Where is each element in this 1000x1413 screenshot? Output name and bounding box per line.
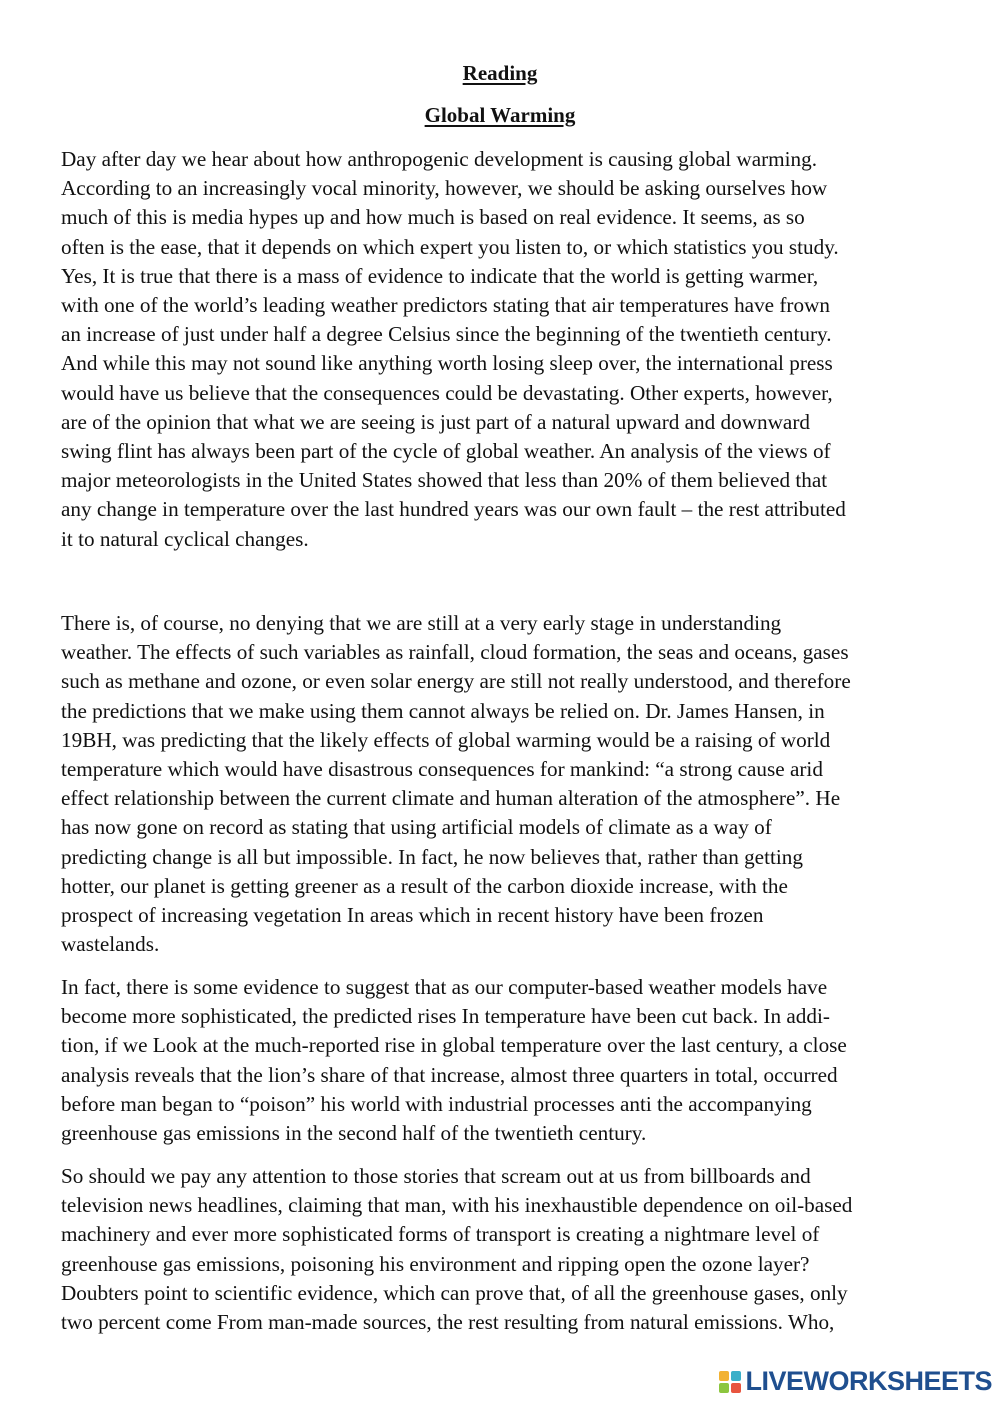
text-line: swing flint has always been part of the cycle of global weather. An analysis of the views of <box>61 439 831 464</box>
text-line: In fact, there is some evidence to suggest that as our computer-based weather models have <box>61 975 828 999</box>
text-line: hotter, our planet is getting greener as a result of the carbon dioxide increase, with the <box>61 873 788 898</box>
logo-tile <box>719 1383 729 1393</box>
text-line: it to natural cyclical changes. <box>61 526 309 551</box>
text-line: two percent come From man-made sources, the rest resulting from natural emissions. Who, <box>61 1310 835 1335</box>
paragraph-2 <box>61 609 945 959</box>
text-line: temperature which would have disastrous consequences for mankind: “a strong cause arid <box>61 757 823 782</box>
text-line: machinery and ever more sophisticated forms of transport is creating a nightmare level of <box>61 1222 820 1247</box>
text-line: an increase of just under half a degree Celsius since the beginning of the twentieth century. <box>61 322 832 347</box>
text-line: with one of the world’s leading weather predictors stating that air temperatures have frown <box>61 293 830 318</box>
logo-tile <box>719 1371 729 1381</box>
text-line: tion, if we Look at the much-reported rise in global temperature over the last century, a close <box>61 1033 847 1058</box>
text-line: There is, of course, no denying that we are still at a very early stage in understanding <box>61 611 782 635</box>
text-line: major meteorologists in the United States showed that less than 20% of them believed that <box>61 468 828 493</box>
text-line: Day after day we hear about how anthropogenic development is causing global warming. <box>61 147 818 171</box>
text-line: And while this may not sound like anything worth losing sleep over, the international press <box>61 351 833 376</box>
paragraph-4 <box>61 1162 945 1337</box>
text-line: Yes, It is true that there is a mass of evidence to indicate that the world is getting warmer, <box>61 263 819 288</box>
liveworksheets-watermark <box>719 1366 992 1397</box>
text-line: greenhouse gas emissions in the second half of the twentieth century. <box>61 1121 647 1146</box>
text-line: effect relationship between the current climate and human alteration of the atmosphere”. He <box>61 786 841 811</box>
logo-tile <box>731 1383 741 1393</box>
text-line: would have us believe that the consequences could be devastating. Other experts, however, <box>61 380 833 405</box>
text-line: 19BH, was predicting that the likely effects of global warming would be a raising of world <box>61 727 831 752</box>
paragraph-3 <box>61 973 945 1148</box>
text-line: wastelands. <box>61 932 160 957</box>
text-line: analysis reveals that the lion’s share of that increase, almost three quarters in total, occurred <box>61 1062 838 1087</box>
logo-tile <box>731 1371 741 1381</box>
text-line: before man began to “poison” his world with industrial processes anti the accompanying <box>61 1091 812 1116</box>
text-line: Doubters point to scientific evidence, which can prove that, of all the greenhouse gases, only <box>61 1280 848 1305</box>
text-line: predicting change is all but impossible. In fact, he now believes that, rather than getting <box>61 844 803 869</box>
text-line: television news headlines, claiming that man, with his inexhaustible dependence on oil-based <box>61 1193 853 1218</box>
text-line: the predictions that we make using them cannot always be relied on. Dr. James Hansen, in <box>61 698 825 723</box>
text-line: So should we pay any attention to those stories that scream out at us from billboards and <box>61 1164 811 1188</box>
liveworksheets-logo-icon <box>719 1371 741 1393</box>
text-line: much of this is media hypes up and how much is based on real evidence. It seems, as so <box>61 205 805 230</box>
section-heading: Reading <box>462 61 538 85</box>
text-line: are of the opinion that what we are seeing is just part of a natural upward and downward <box>61 409 810 434</box>
text-line: has now gone on record as stating that using artificial models of climate as a way of <box>61 815 772 840</box>
text-line: greenhouse gas emissions, poisoning his environment and ripping open the ozone layer? <box>61 1251 810 1276</box>
text-line: often is the ease, that it depends on which expert you listen to, or which statistics you study. <box>61 234 839 259</box>
text-line: such as methane and ozone, or even solar energy are still not really understood, and therefore <box>61 669 851 694</box>
text-line: any change in temperature over the last hundred years was our own fault – the rest attributed <box>61 497 846 522</box>
text-line: weather. The effects of such variables as rainfall, cloud formation, the seas and oceans, gases <box>61 640 849 665</box>
text-line: prospect of increasing vegetation In areas which in recent history have been frozen <box>61 903 764 928</box>
paragraph-1 <box>61 145 945 554</box>
page-title: Global Warming <box>424 103 576 127</box>
watermark-text: LIVEWORKSHEETS <box>745 1366 992 1396</box>
text-line: According to an increasingly vocal minority, however, we should be asking ourselves how <box>61 176 828 201</box>
text-line: become more sophisticated, the predicted rises In temperature have been cut back. In addi- <box>61 1004 830 1029</box>
